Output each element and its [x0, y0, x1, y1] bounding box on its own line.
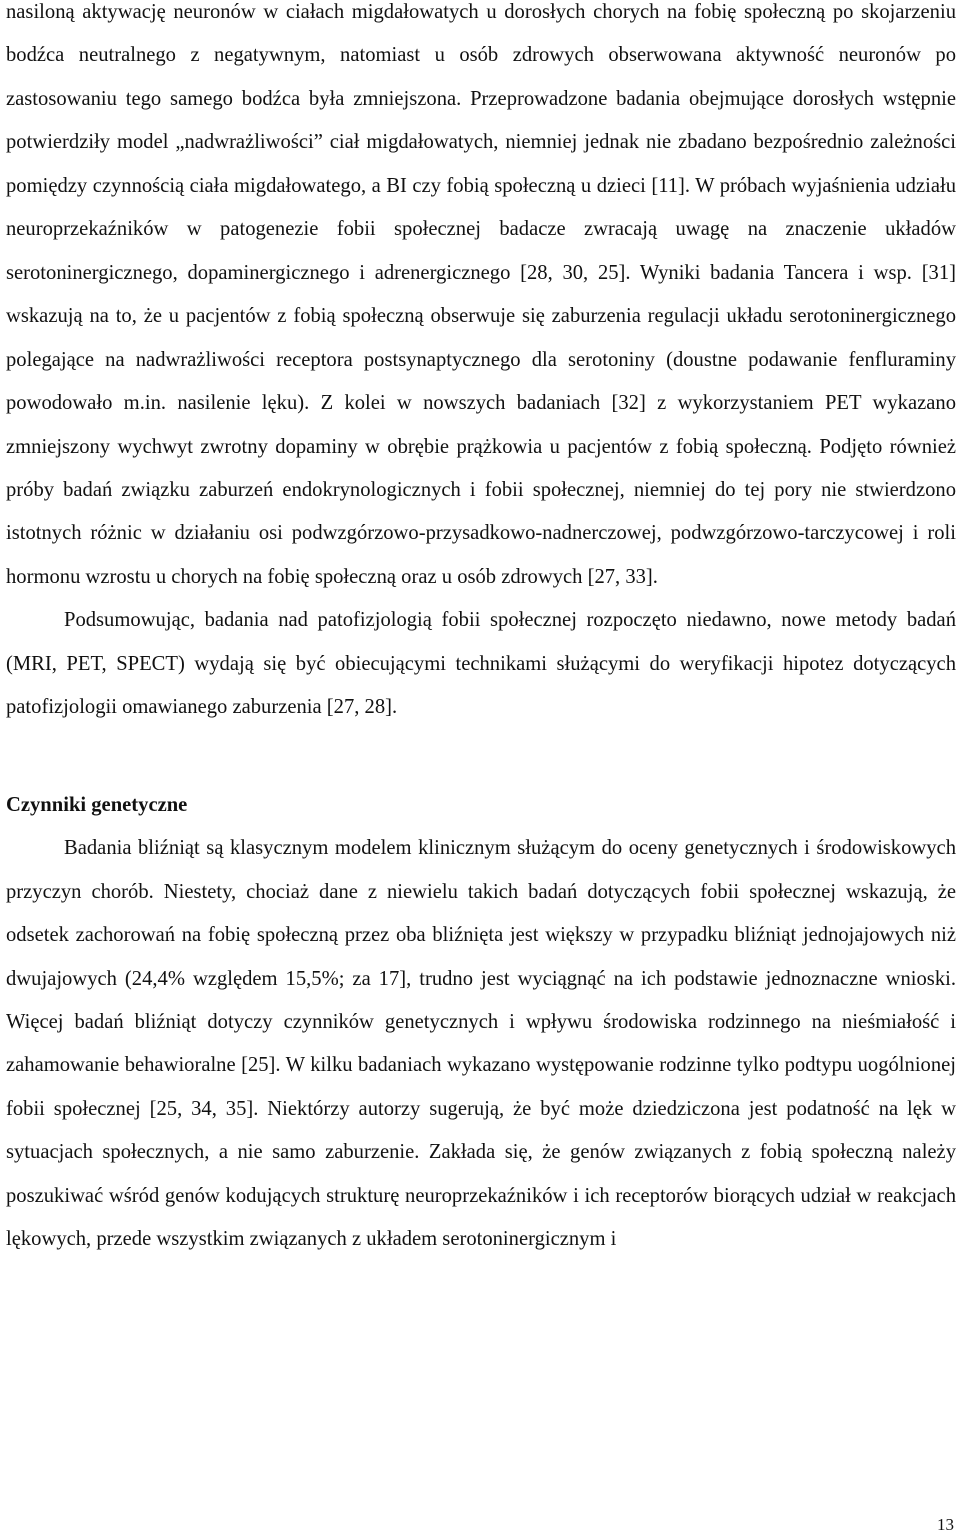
document-page — [6, 0, 956, 1262]
body-paragraph: Badania bliźniąt są klasycznym modelem klinicznym służącym do oceny genetycznych i środowiskowych przyczyn chorób. Niestety, chociaż dane z niewielu takich badań dotyczących fobii społecznej wskazują, że odsetek zachorowań na fobię społeczną przez oba bliźnięta jest większy w przypadku bliźniąt jednojajowych niż dwujajowych (24,4% względem 15,5%; za 17], trudno jest wyciągnąć na ich podstawie jednoznaczne wnioski. Więcej badań bliźniąt dotyczy czynników genetycznych i wpływu środowiska rodzinnego na nieśmiałość i zahamowanie behawioralne [25]. W kilku badaniach wykazano występowanie rodzinne tylko podtypu uogólnionej fobii społecznej [25, 34, 35]. Niektórzy autorzy sugerują, że być może dziedziczona jest podatność na lęk w sytuacjach społecznych, a nie samo zaburzenie. Zakłada się, że genów związanych z fobią społeczną należy poszukiwać wśród genów kodujących strukturę neuroprzekaźników i ich receptorów biorących udział w reakcjach lękowych, przede wszystkim związanych z układem serotoninergicznym i — [6, 837, 956, 1251]
section-spacer — [6, 730, 956, 784]
body-paragraph: nasiloną aktywację neuronów w ciałach migdałowatych u dorosłych chorych na fobię społeczną po skojarzeniu bodźca neutralnego z negatywnym, natomiast u osób zdrowych obserwowana aktywność neuronów po zastosowaniu tego samego bodźca była zmniejszona. Przeprowadzone badania obejmujące dorosłych wstępnie potwierdziły model „nadwrażliwości” ciał migdałowatych, niemniej jednak nie zbadano bezpośrednio zależności pomiędzy czynnością ciała migdałowatego, a BI czy fobią społeczną u dzieci [11]. W próbach wyjaśnienia udziału neuroprzekaźników w patogenezie fobii społecznej badacze zwracają uwagę na znaczenie układów serotoninergicznego, dopaminergicznego i adrenergicznego [28, 30, 25]. Wyniki badania Tancera i wsp. [31] wskazują na to, że u pacjentów z fobią społeczną obserwuje się zaburzenia regulacji układu serotoninergicznego polegające na nadwrażliwości receptora postsynaptycznego dla serotoniny (doustne podawanie fenfluraminy powodowało m.in. nasilenie lęku). Z kolei w nowszych badaniach [32] z wykorzystaniem PET wykazano zmniejszony wychwyt zwrotny dopaminy w obrębie prążkowia u pacjentów z fobią społeczną. Podjęto również próby badań związku zaburzeń endokrynologicznych i fobii społecznej, niemniej do tej pory nie stwierdzono istotnych różnic w działaniu osi podwzgórzowo-przysadkowo-nadnerczowej, podwzgórzowo-tarczycowej i roli hormonu wzrostu u chorych na fobię społeczną oraz u osób zdrowych [27, 33]. — [6, 1, 956, 588]
body-paragraph: Podsumowując, badania nad patofizjologią fobii społecznej rozpoczęto niedawno, nowe metody badań (MRI, PET, SPECT) wydają się być obiecującymi technikami służącymi do weryfikacji hipotez dotyczących patofizjologii omawianego zaburzenia [27, 28]. — [6, 609, 956, 719]
page-number: 13 — [937, 1515, 954, 1534]
section-heading: Czynniki genetyczne — [6, 793, 188, 816]
